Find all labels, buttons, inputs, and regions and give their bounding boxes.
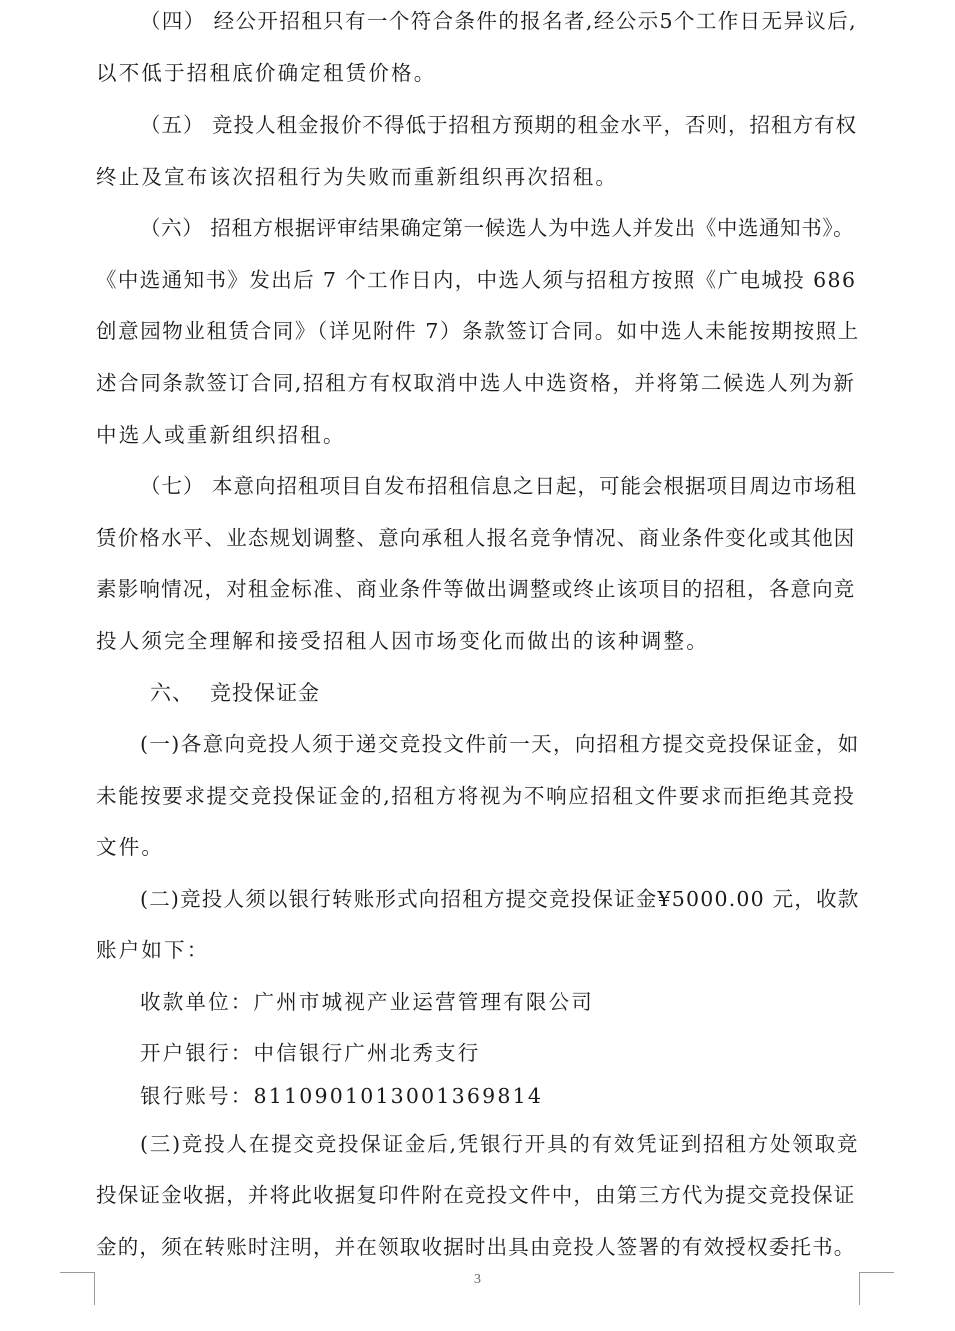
paragraph-line: （六） 招租方根据评审结果确定第一候选人为中选人并发出《中选通知书》。 xyxy=(140,216,855,240)
paragraph-line: （五） 竞投人租金报价不得低于招租方预期的租金水平，否则，招租方有权 xyxy=(140,113,858,137)
paragraph-line: 投保证金收据，并将此收据复印件附在竞投文件中，由第三方代为提交竞投保证 xyxy=(96,1183,856,1207)
paragraph-line: 中选人或重新组织招租。 xyxy=(96,423,346,447)
paragraph-line: 赁价格水平、业态规划调整、意向承租人报名竞争情况、商业条件变化或其他因 xyxy=(96,526,856,550)
paragraph-line: 账户如下： xyxy=(96,938,210,962)
page-number: 3 xyxy=(474,1272,481,1287)
paragraph-line: 终止及宣布该次招租行为失败而重新组织再次招租。 xyxy=(96,165,619,189)
paragraph-line: (一)各意向竞投人须于递交竞投文件前一天，向招租方提交竞投保证金，如 xyxy=(140,732,860,756)
paragraph-line: （四） 经公开招租只有一个符合条件的报名者,经公示5个工作日无异议后, xyxy=(140,9,858,33)
section-heading xyxy=(150,679,320,707)
paragraph-line: 未能按要求提交竞投保证金的,招租方将视为不响应招租文件要求而拒绝其竞投 xyxy=(96,784,856,808)
paragraph-line: 投人须完全理解和接受招租人因市场变化而做出的该种调整。 xyxy=(96,629,709,653)
paragraph-line: (二)竞投人须以银行转账形式向招租方提交竞投保证金¥5000.00 元，收款 xyxy=(140,887,860,911)
paragraph-line: 金的，须在转账时注明，并在领取收据时出具由竞投人签署的有效授权委托书。 xyxy=(96,1235,856,1259)
paragraph-line: （七） 本意向招租项目自发布招租信息之日起，可能会根据项目周边市场租 xyxy=(140,474,858,498)
paragraph-line: 以不低于招租底价确定租赁价格。 xyxy=(96,61,437,85)
account-number: 银行账号：8110901013001369814 xyxy=(140,1084,544,1108)
paragraph-line: 创意园物业租赁合同》（详见附件 7）条款签订合同。如中选人未能按期按照上 xyxy=(96,319,860,343)
paragraph-line: (三)竞投人在提交竞投保证金后,凭银行开具的有效凭证到招租方处领取竞 xyxy=(140,1132,860,1156)
paragraph-line: 《中选通知书》发出后 7 个工作日内，中选人须与招租方按照《广电城投 686 xyxy=(96,268,857,292)
paragraph-line: 文件。 xyxy=(96,835,165,859)
paragraph-line: 述合同条款签订合同,招租方有权取消中选人中选资格，并将第二候选人列为新 xyxy=(96,371,856,395)
paragraph-line: 素影响情况，对租金标准、商业条件等做出调整或终止该项目的招租，各意向竞 xyxy=(96,577,856,601)
section-number: 六、 xyxy=(150,681,194,705)
account-bank: 开户银行：中信银行广州北秀支行 xyxy=(140,1041,481,1065)
account-payee: 收款单位：广州市城视产业运营管理有限公司 xyxy=(140,990,594,1014)
section-title: 竞投保证金 xyxy=(210,681,320,705)
